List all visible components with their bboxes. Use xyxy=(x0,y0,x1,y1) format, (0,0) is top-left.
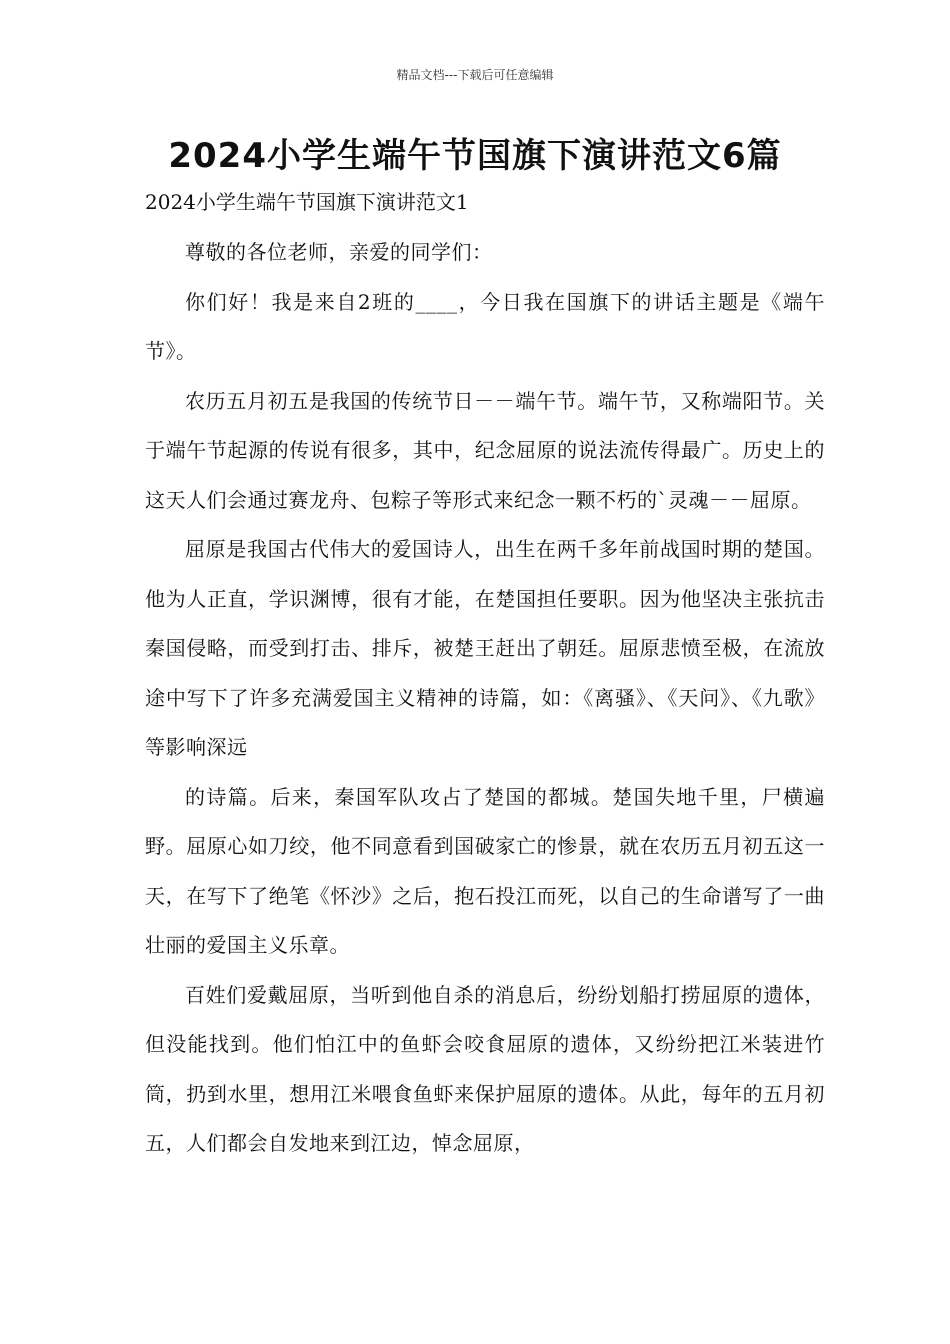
document-title: 2024小学生端午节国旗下演讲范文6篇 xyxy=(168,136,782,176)
section-subtitle: 2024小学生端午节国旗下演讲范文1 xyxy=(145,190,469,214)
paragraph-people-mourning: 百姓们爱戴屈原，当听到他自杀的消息后，纷纷划船打捞屈原的遗体，但没能找到。他们怕江中的鱼虾会咬食屈原的遗体，又纷纷把江米装进竹筒，扔到水里，想用江米喂食鱼虾来保护屈原的遗体。从此，每年的五月初五，人们都会自发地来到江边，悼念屈原， xyxy=(145,982,825,1155)
paragraph-quyuan-bio: 屈原是我国古代伟大的爱国诗人，出生在两千多年前战国时期的楚国。他为人正直，学识渊博，很有才能，在楚国担任要职。因为他坚决主张抗击秦国侵略，而受到打击、排斥，被楚王赶出了朝廷。屈原悲愤至极，在流放途中写下了许多充满爱国主义精神的诗篇，如：《离骚》、《天问》、《九歌》等影响深远 xyxy=(145,537,825,759)
paragraph-festival-origin: 农历五月初五是我国的传统节日－－端午节。端午节，又称端阳节。关于端午节起源的传说有很多，其中，纪念屈原的说法流传得最广。历史上的这天人们会通过赛龙舟、包粽子等形式来纪念一颗不朽的`灵魂－－屈原。 xyxy=(145,388,825,512)
header-note: 精品文档---下载后可任意编辑 xyxy=(396,68,554,82)
document-body xyxy=(145,228,825,1169)
paragraph-greeting: 尊敬的各位老师，亲爱的同学们： xyxy=(185,240,493,264)
paragraph-intro: 你们好！我是来自2班的____，今日我在国旗下的讲话主题是《端午节》。 xyxy=(145,289,825,363)
paragraph-quyuan-death: 的诗篇。后来，秦国军队攻占了楚国的都城。楚国失地千里，尸横遍野。屈原心如刀绞，他不同意看到国破家亡的惨景，就在农历五月初五这一天，在写下了绝笔《怀沙》之后，抱石投江而死，以自己的生命谱写了一曲壮丽的爱国主义乐章。 xyxy=(145,784,825,957)
